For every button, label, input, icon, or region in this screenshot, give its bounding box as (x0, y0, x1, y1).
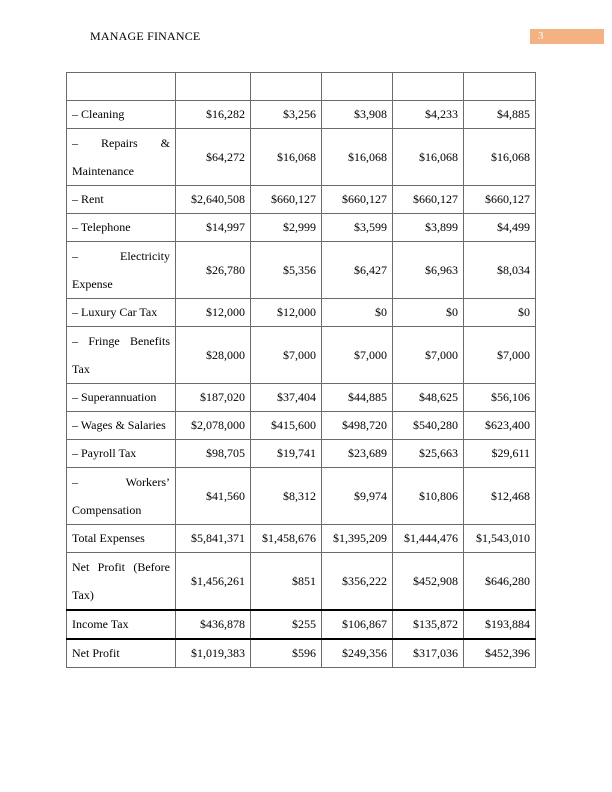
table-row (67, 525, 536, 553)
value-cell: $16,282 (176, 101, 251, 129)
value-cell: $14,997 (176, 214, 251, 242)
row-label: Net Profit (67, 639, 176, 668)
header-cell (322, 73, 393, 101)
value-cell: $6,963 (393, 242, 464, 299)
value-cell: $452,908 (393, 553, 464, 611)
value-cell: $317,036 (393, 639, 464, 668)
value-cell: $249,356 (322, 639, 393, 668)
value-cell: $16,068 (322, 129, 393, 186)
row-label: – Repairs & Maintenance (67, 129, 176, 186)
value-cell: $415,600 (251, 412, 322, 440)
row-label: Net Profit (Before Tax) (67, 553, 176, 611)
row-label: – Luxury Car Tax (67, 299, 176, 327)
row-label: – Electricity Expense (67, 242, 176, 299)
value-cell: $7,000 (464, 327, 536, 384)
value-cell: $4,885 (464, 101, 536, 129)
value-cell: $4,233 (393, 101, 464, 129)
value-cell: $2,078,000 (176, 412, 251, 440)
value-cell: $135,872 (393, 610, 464, 639)
value-cell: $7,000 (393, 327, 464, 384)
value-cell: $41,560 (176, 468, 251, 525)
header-cell (67, 73, 176, 101)
value-cell: $0 (322, 299, 393, 327)
value-cell: $10,806 (393, 468, 464, 525)
header-cell (176, 73, 251, 101)
table-row (67, 639, 536, 668)
value-cell: $452,396 (464, 639, 536, 668)
value-cell: $660,127 (464, 186, 536, 214)
value-cell: $37,404 (251, 384, 322, 412)
table-row (67, 299, 536, 327)
value-cell: $660,127 (393, 186, 464, 214)
value-cell: $0 (393, 299, 464, 327)
value-cell: $851 (251, 553, 322, 611)
value-cell: $16,068 (464, 129, 536, 186)
value-cell: $3,599 (322, 214, 393, 242)
row-label: – Wages & Salaries (67, 412, 176, 440)
value-cell: $3,908 (322, 101, 393, 129)
table-row (67, 101, 536, 129)
value-cell: $7,000 (322, 327, 393, 384)
value-cell: $1,458,676 (251, 525, 322, 553)
value-cell: $436,878 (176, 610, 251, 639)
value-cell: $1,019,383 (176, 639, 251, 668)
value-cell: $8,312 (251, 468, 322, 525)
value-cell: $98,705 (176, 440, 251, 468)
row-label: – Superannuation (67, 384, 176, 412)
row-label: – Telephone (67, 214, 176, 242)
value-cell: $1,395,209 (322, 525, 393, 553)
value-cell: $16,068 (251, 129, 322, 186)
value-cell: $44,885 (322, 384, 393, 412)
value-cell: $48,625 (393, 384, 464, 412)
value-cell: $4,499 (464, 214, 536, 242)
value-cell: $25,663 (393, 440, 464, 468)
table-row (67, 327, 536, 384)
row-label: Total Expenses (67, 525, 176, 553)
value-cell: $498,720 (322, 412, 393, 440)
header-cell (464, 73, 536, 101)
value-cell: $2,999 (251, 214, 322, 242)
value-cell: $660,127 (322, 186, 393, 214)
value-cell: $1,543,010 (464, 525, 536, 553)
value-cell: $356,222 (322, 553, 393, 611)
value-cell: $255 (251, 610, 322, 639)
row-label: – Payroll Tax (67, 440, 176, 468)
value-cell: $540,280 (393, 412, 464, 440)
expenses-table (66, 72, 536, 668)
table-row (67, 129, 536, 186)
table-header-row (67, 73, 536, 101)
value-cell: $187,020 (176, 384, 251, 412)
table-row (67, 186, 536, 214)
value-cell: $29,611 (464, 440, 536, 468)
table-row (67, 384, 536, 412)
value-cell: $596 (251, 639, 322, 668)
value-cell: $12,000 (251, 299, 322, 327)
value-cell: $7,000 (251, 327, 322, 384)
table-row (67, 440, 536, 468)
value-cell: $0 (464, 299, 536, 327)
value-cell: $6,427 (322, 242, 393, 299)
table-row (67, 412, 536, 440)
table-row (67, 553, 536, 611)
table-row (67, 468, 536, 525)
table-row (67, 214, 536, 242)
value-cell: $19,741 (251, 440, 322, 468)
value-cell: $2,640,508 (176, 186, 251, 214)
value-cell: $3,899 (393, 214, 464, 242)
row-label: – Cleaning (67, 101, 176, 129)
value-cell: $660,127 (251, 186, 322, 214)
value-cell: $5,841,371 (176, 525, 251, 553)
value-cell: $12,000 (176, 299, 251, 327)
value-cell: $623,400 (464, 412, 536, 440)
row-label: – Workers’ Compensation (67, 468, 176, 525)
header-cell (393, 73, 464, 101)
value-cell: $8,034 (464, 242, 536, 299)
table-row (67, 610, 536, 639)
row-label: – Rent (67, 186, 176, 214)
value-cell: $56,106 (464, 384, 536, 412)
value-cell: $106,867 (322, 610, 393, 639)
value-cell: $23,689 (322, 440, 393, 468)
row-label: Income Tax (67, 610, 176, 639)
header-cell (251, 73, 322, 101)
page-number-badge: 3 (530, 29, 604, 44)
value-cell: $28,000 (176, 327, 251, 384)
value-cell: $5,356 (251, 242, 322, 299)
value-cell: $1,456,261 (176, 553, 251, 611)
value-cell: $26,780 (176, 242, 251, 299)
value-cell: $193,884 (464, 610, 536, 639)
table-row (67, 242, 536, 299)
value-cell: $9,974 (322, 468, 393, 525)
row-label: – Fringe Benefits Tax (67, 327, 176, 384)
value-cell: $3,256 (251, 101, 322, 129)
value-cell: $64,272 (176, 129, 251, 186)
value-cell: $1,444,476 (393, 525, 464, 553)
value-cell: $12,468 (464, 468, 536, 525)
running-header-title: MANAGE FINANCE (90, 29, 201, 43)
value-cell: $646,280 (464, 553, 536, 611)
value-cell: $16,068 (393, 129, 464, 186)
